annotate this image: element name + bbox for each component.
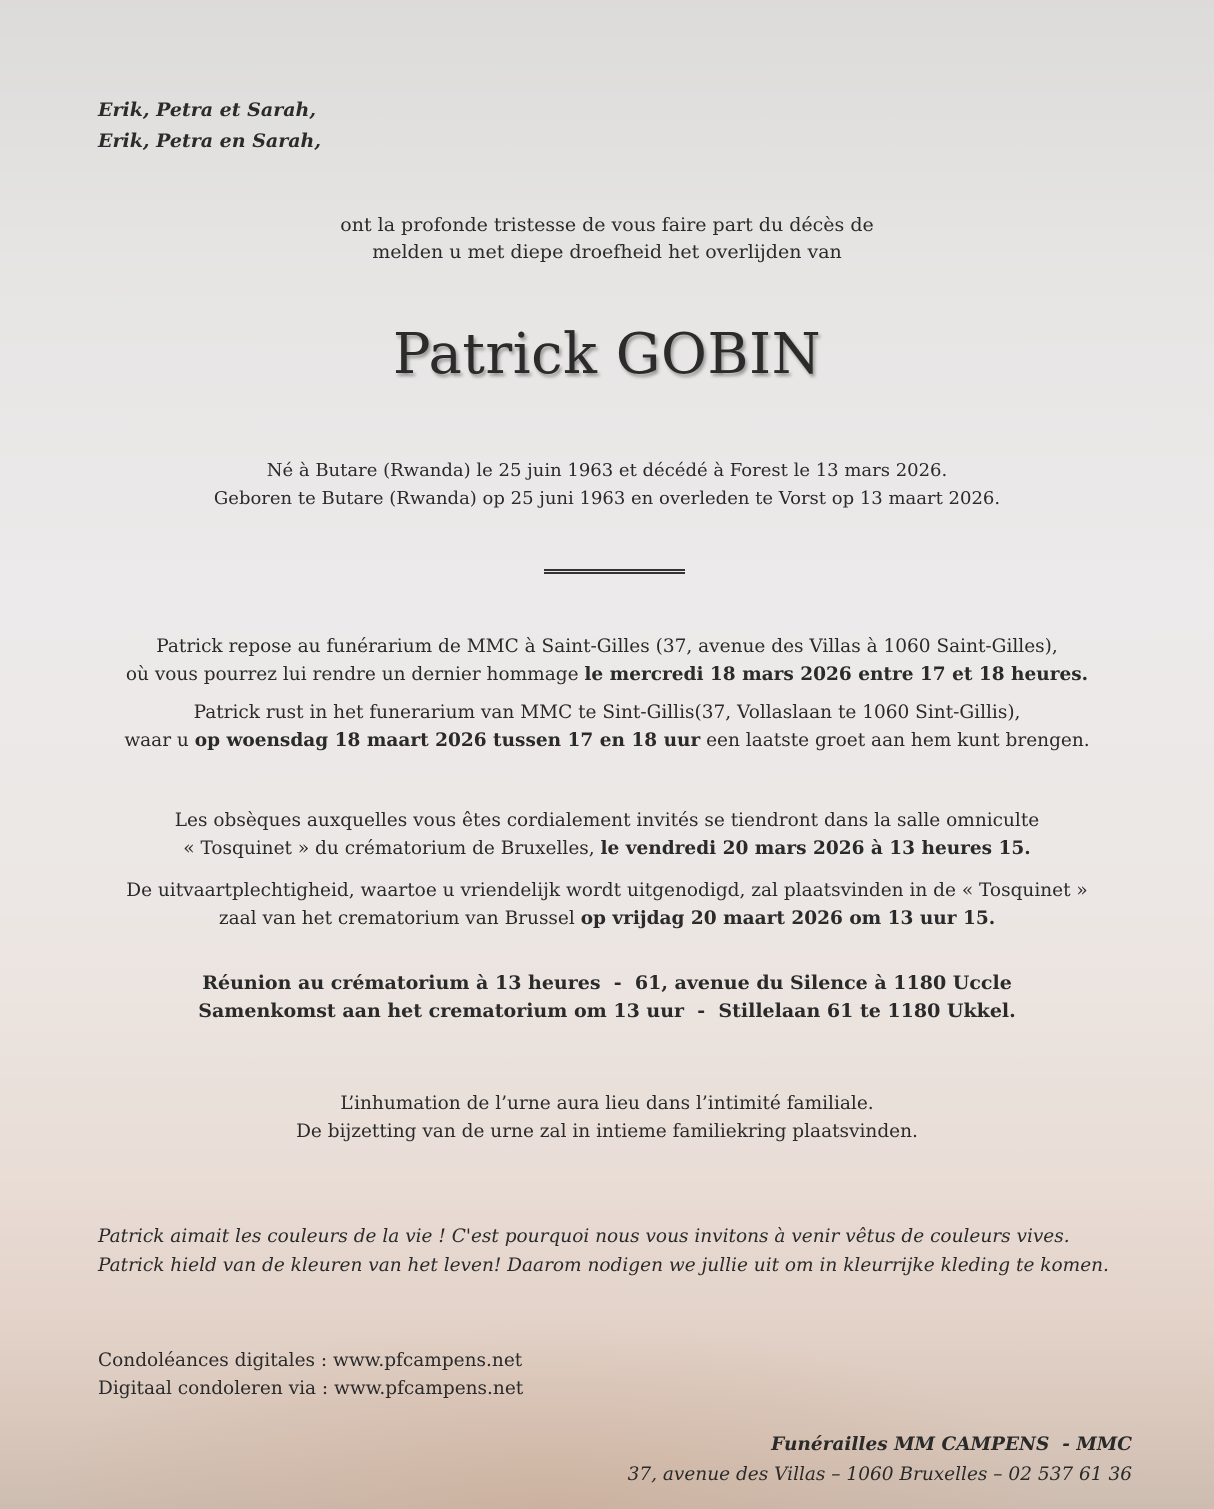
intro-block — [0, 212, 1214, 266]
meeting-nl: Samenkomst aan het crematorium om 13 uur - Stillelaan 61 te 1180 Ukkel. — [198, 1000, 1016, 1022]
colours-note-fr: Patrick aimait les couleurs de la vie ! C'est pourquoi nous vous invitons à venir vêtus de couleurs vives. — [98, 1226, 1070, 1247]
condolences-fr: Condoléances digitales : www.pfcampens.net — [98, 1350, 523, 1371]
meeting-fr: Réunion au crématorium à 13 heures - 61, avenue du Silence à 1180 Uccle — [202, 972, 1012, 994]
ceremony-nl-line2-text: zaal van het crematorium van Brussel — [218, 908, 581, 929]
visitation-nl-line2 — [0, 727, 1214, 755]
urn-fr: L’inhumation de l’urne aura lieu dans l’intimité familiale. — [340, 1093, 874, 1114]
intro-nl: melden u met diepe droefheid het overlijden van — [372, 241, 842, 263]
visitation-nl-line1: Patrick rust in het funerarium van MMC te Sint-Gillis(37, Vollaslaan te 1060 Sint-Gillis), — [193, 702, 1021, 723]
condolences-nl: Digitaal condoleren via : www.pfcampens.net — [98, 1378, 524, 1399]
ceremony-fr-date: le vendredi 20 mars 2026 à 13 heures 15. — [600, 838, 1031, 859]
funeral-home-block — [628, 1430, 1132, 1490]
intro-fr: ont la profonde tristesse de vous faire part du décès de — [340, 214, 874, 236]
ceremony-fr-line2 — [0, 835, 1214, 863]
funeral-home-address: 37, avenue des Villas – 1060 Bruxelles – 02 537 61 36 — [627, 1464, 1132, 1485]
visitation-fr-line1: Patrick repose au funérarium de MMC à Saint-Gilles (37, avenue des Villas à 1060 Saint-Gilles), — [156, 636, 1058, 657]
deceased-name: Patrick GOBIN — [392, 322, 822, 387]
signers-fr: Erik, Petra et Sarah, — [98, 99, 316, 121]
visitation-nl-date: op woensdag 18 maart 2026 tussen 17 en 18 uur — [194, 730, 701, 751]
visitation-nl-line2-pre: waar u — [124, 730, 195, 751]
visitation-nl-line2-post: een laatste groet aan hem kunt brengen. — [700, 730, 1090, 751]
signers-block — [98, 95, 321, 157]
birth-fr: Né à Butare (Rwanda) le 25 juin 1963 et décédé à Forest le 13 mars 2026. — [266, 460, 948, 481]
ceremony-fr-line1: Les obsèques auxquelles vous êtes cordialement invités se tiendront dans la salle omniculte — [174, 810, 1040, 831]
ceremony-nl-date: op vrijdag 20 maart 2026 om 13 uur 15. — [580, 908, 996, 929]
ceremony-block — [0, 807, 1214, 933]
urn-nl: De bijzetting van de urne zal in intieme familiekring plaatsvinden. — [296, 1121, 918, 1142]
signers-nl: Erik, Petra en Sarah, — [98, 130, 321, 152]
colours-note-block — [98, 1222, 1158, 1280]
visitation-fr-date: le mercredi 18 mars 2026 entre 17 et 18 heures. — [584, 664, 1089, 685]
condolences-block — [98, 1347, 523, 1403]
urn-block — [0, 1090, 1214, 1146]
ceremony-nl-line2 — [0, 905, 1214, 933]
ceremony-nl-line1: De uitvaartplechtigheid, waartoe u vriendelijk wordt uitgenodigd, zal plaatsvinden in de « Tosquinet » — [126, 880, 1088, 901]
colours-note-nl: Patrick hield van de kleuren van het leven! Daarom nodigen we jullie uit om in kleurrijke kleding te komen. — [98, 1255, 1109, 1276]
meeting-block — [0, 969, 1214, 1025]
visitation-block — [0, 633, 1214, 755]
section-divider — [544, 569, 685, 574]
birth-nl: Geboren te Butare (Rwanda) op 25 juni 1963 en overleden te Vorst op 13 maart 2026. — [213, 488, 1001, 509]
visitation-fr-line2-text: où vous pourrez lui rendre un dernier hommage — [125, 664, 585, 685]
ceremony-fr-line2-text: « Tosquinet » du crématorium de Bruxelles, — [183, 838, 601, 859]
birth-death-block — [0, 457, 1214, 513]
visitation-fr-line2 — [0, 661, 1214, 689]
funeral-home-name: Funérailles MM CAMPENS - MMC — [771, 1434, 1132, 1455]
